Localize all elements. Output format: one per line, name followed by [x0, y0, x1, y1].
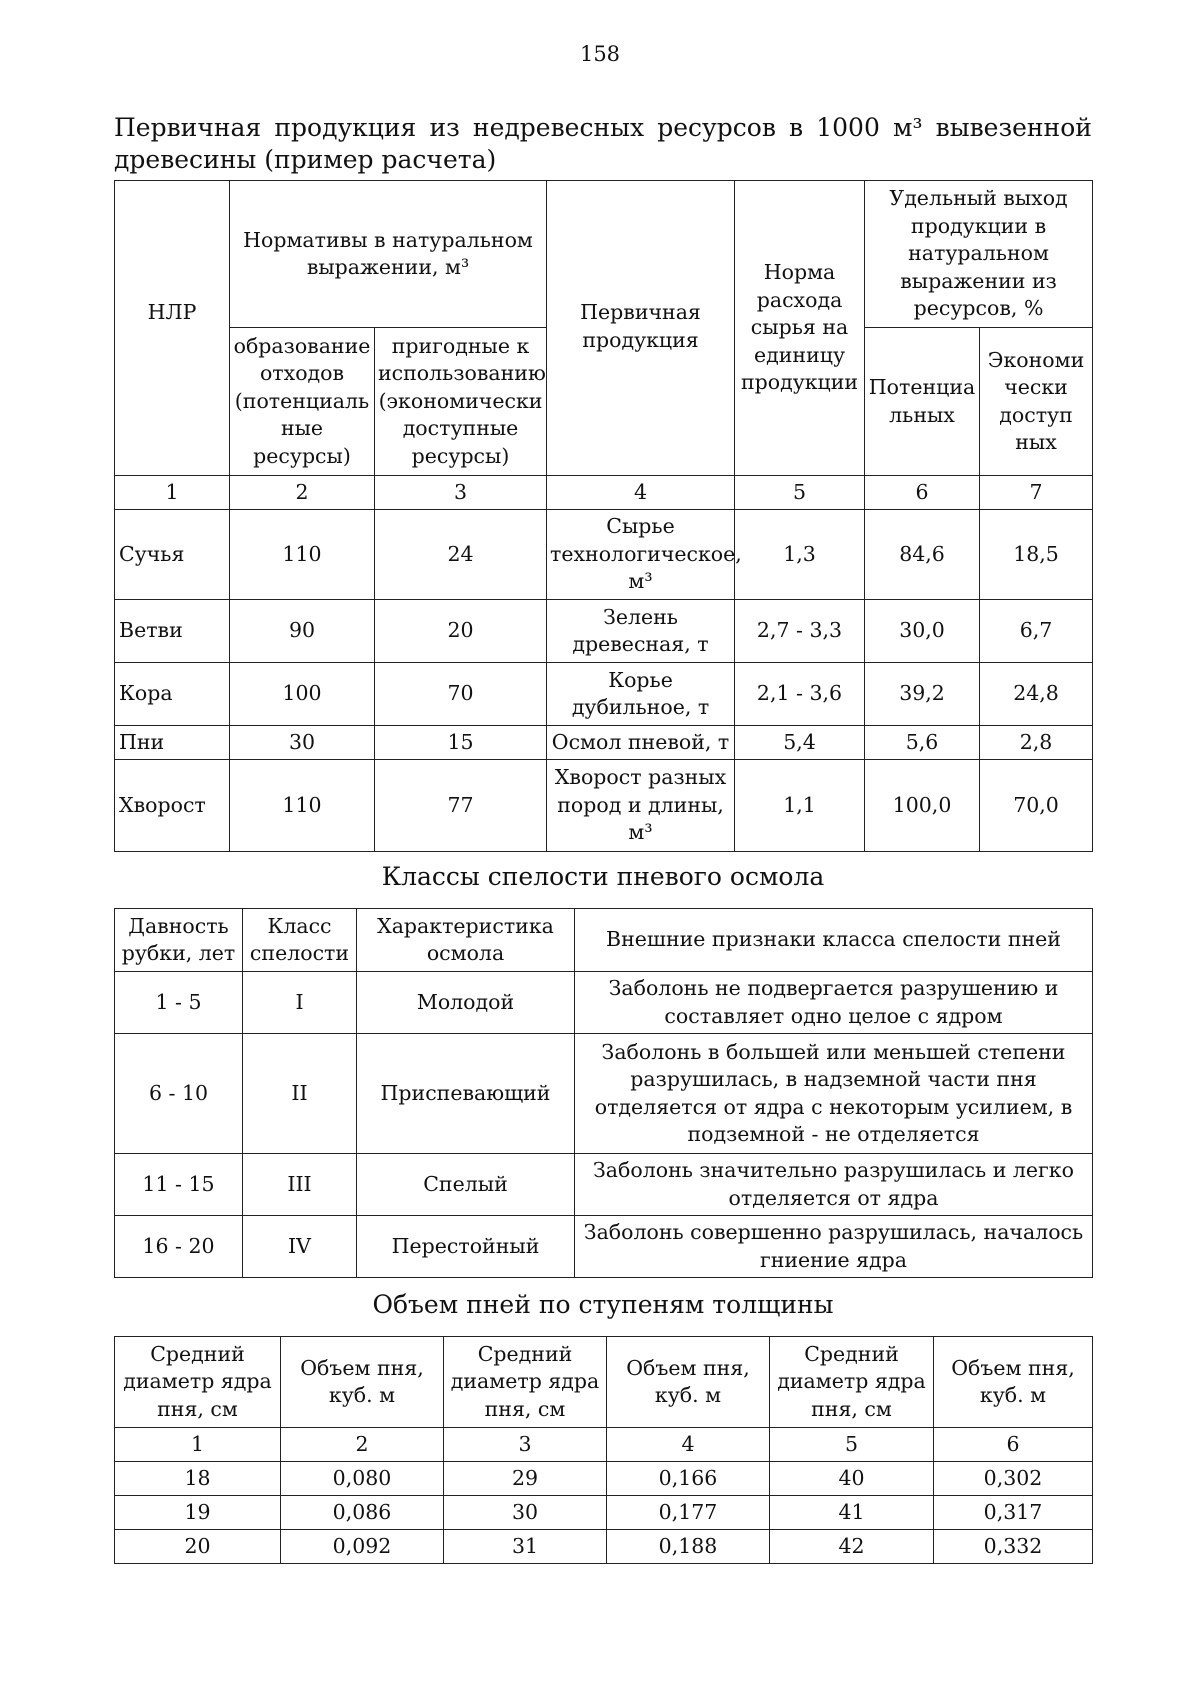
header-character: Характеристика осмола [357, 909, 575, 972]
header-diameter: Средний диаметр ядра пня, см [444, 1337, 607, 1428]
cell-norm: 2,1 - 3,6 [735, 663, 865, 726]
caption-word: продукция [274, 113, 417, 142]
table-row [115, 726, 1093, 760]
cell-signs: Заболонь значительно разрушилась и легко отделяется от ядра [575, 1154, 1093, 1216]
cell-economic: 18,5 [980, 510, 1093, 600]
cell-economic: 70,0 [980, 760, 1093, 852]
cell-diameter: 31 [444, 1530, 607, 1564]
stump-volume-table [114, 1336, 1093, 1564]
cell-waste: 110 [230, 510, 375, 600]
column-number: 4 [607, 1428, 770, 1462]
cell-signs: Заболонь совершенно разрушилась, началось гниение ядра [575, 1216, 1093, 1278]
table-row [115, 972, 1093, 1034]
cell-age: 1 - 5 [115, 972, 243, 1034]
cell-character: Перестойный [357, 1216, 575, 1278]
cell-diameter: 41 [770, 1496, 934, 1530]
cell-waste: 90 [230, 600, 375, 663]
cell-class: III [243, 1154, 357, 1216]
stump-volume-title: Объем пней по ступеням толщины [372, 1290, 834, 1319]
cell-potential: 100,0 [865, 760, 980, 852]
table-row [115, 760, 1093, 852]
cell-usable: 15 [375, 726, 547, 760]
cell-volume: 0,302 [934, 1462, 1093, 1496]
header-primary-product: Первичная продукция [547, 181, 735, 476]
header-volume: Объем пня, куб. м [607, 1337, 770, 1428]
cell-waste: 30 [230, 726, 375, 760]
cell-nlr: Кора [115, 663, 230, 726]
cell-potential: 30,0 [865, 600, 980, 663]
cell-product: Осмол пневой, т [547, 726, 735, 760]
column-number: 5 [735, 476, 865, 510]
header-usable: пригодные к использованию (экономически доступные ресурсы) [375, 328, 547, 476]
table1-caption [114, 112, 1092, 176]
cell-age: 11 - 15 [115, 1154, 243, 1216]
caption-word: м³ [893, 113, 923, 142]
table-row [115, 600, 1093, 663]
cell-volume: 0,166 [607, 1462, 770, 1496]
cell-product: Хворост разных пород и длины, м³ [547, 760, 735, 852]
header-norm-rate: Норма расхода сырья на единицу продукции [735, 181, 865, 476]
header-economic: Экономи чески доступ ных [980, 328, 1093, 476]
cell-diameter: 40 [770, 1462, 934, 1496]
caption-line-2: древесины (пример расчета) [114, 145, 497, 174]
caption-word: вывезенной [935, 113, 1092, 142]
column-number: 1 [115, 1428, 281, 1462]
cell-volume: 0,332 [934, 1530, 1093, 1564]
cell-age: 6 - 10 [115, 1034, 243, 1154]
column-number: 6 [865, 476, 980, 510]
cell-signs: Заболонь в большей или меньшей степени разрушилась, в надземной части пня отделяется от ядра с некоторым усилием, в подземной - не отделяется [575, 1034, 1093, 1154]
column-number: 2 [281, 1428, 444, 1462]
cell-product: Зелень древесная, т [547, 600, 735, 663]
cell-usable: 77 [375, 760, 547, 852]
table-row [115, 1034, 1093, 1154]
cell-age: 16 - 20 [115, 1216, 243, 1278]
cell-diameter: 29 [444, 1462, 607, 1496]
cell-volume: 0,177 [607, 1496, 770, 1530]
header-signs: Внешние признаки класса спелости пней [575, 909, 1093, 972]
header-potential: Потенциа льных [865, 328, 980, 476]
cell-norm: 5,4 [735, 726, 865, 760]
cell-diameter: 18 [115, 1462, 281, 1496]
cell-nlr: Пни [115, 726, 230, 760]
cell-usable: 70 [375, 663, 547, 726]
header-age: Давность рубки, лет [115, 909, 243, 972]
cell-nlr: Сучья [115, 510, 230, 600]
column-number: 6 [934, 1428, 1093, 1462]
header-nlr: НЛР [115, 181, 230, 476]
table-row [115, 1154, 1093, 1216]
cell-waste: 110 [230, 760, 375, 852]
cell-economic: 2,8 [980, 726, 1093, 760]
header-yield-group: Удельный выход продукции в натуральном выражении из ресурсов, % [865, 181, 1093, 328]
header-waste: образование отходов (потенциаль ные ресурсы) [230, 328, 375, 476]
cell-class: I [243, 972, 357, 1034]
cell-norm: 1,1 [735, 760, 865, 852]
cell-signs: Заболонь не подвергается разрушению и составляет одно целое с ядром [575, 972, 1093, 1034]
cell-character: Молодой [357, 972, 575, 1034]
cell-diameter: 19 [115, 1496, 281, 1530]
cell-economic: 24,8 [980, 663, 1093, 726]
caption-word: 1000 [816, 113, 880, 142]
maturity-classes-title: Классы спелости пневого осмола [381, 862, 825, 891]
header-class: Класс спелости [243, 909, 357, 972]
cell-volume: 0,086 [281, 1496, 444, 1530]
cell-economic: 6,7 [980, 600, 1093, 663]
header-volume: Объем пня, куб. м [281, 1337, 444, 1428]
caption-word: ресурсов [657, 113, 776, 142]
cell-class: II [243, 1034, 357, 1154]
cell-diameter: 30 [444, 1496, 607, 1530]
cell-waste: 100 [230, 663, 375, 726]
cell-norm: 1,3 [735, 510, 865, 600]
column-number: 1 [115, 476, 230, 510]
caption-word: недревесных [472, 113, 645, 142]
table-row [115, 1530, 1093, 1564]
non-wood-resources-table [114, 180, 1093, 852]
column-number: 4 [547, 476, 735, 510]
header-norms-group: Нормативы в натуральном выражении, м³ [230, 181, 547, 328]
caption-word: Первичная [114, 113, 262, 142]
maturity-classes-table [114, 908, 1093, 1278]
cell-volume: 0,188 [607, 1530, 770, 1564]
cell-class: IV [243, 1216, 357, 1278]
header-diameter: Средний диаметр ядра пня, см [115, 1337, 281, 1428]
cell-diameter: 42 [770, 1530, 934, 1564]
caption-word: из [429, 113, 460, 142]
column-number: 7 [980, 476, 1093, 510]
cell-character: Спелый [357, 1154, 575, 1216]
table-row [115, 1462, 1093, 1496]
table-row [115, 1496, 1093, 1530]
cell-potential: 84,6 [865, 510, 980, 600]
cell-diameter: 20 [115, 1530, 281, 1564]
table-row [115, 1216, 1093, 1278]
cell-potential: 5,6 [865, 726, 980, 760]
cell-volume: 0,080 [281, 1462, 444, 1496]
caption-line-1 [114, 112, 1092, 144]
page-number: 158 [579, 42, 621, 66]
cell-product: Сырье технологическое, м³ [547, 510, 735, 600]
table-row [115, 663, 1093, 726]
cell-usable: 24 [375, 510, 547, 600]
column-number: 3 [444, 1428, 607, 1462]
cell-volume: 0,092 [281, 1530, 444, 1564]
column-number: 5 [770, 1428, 934, 1462]
column-number: 3 [375, 476, 547, 510]
header-volume: Объем пня, куб. м [934, 1337, 1093, 1428]
cell-usable: 20 [375, 600, 547, 663]
cell-nlr: Ветви [115, 600, 230, 663]
column-number: 2 [230, 476, 375, 510]
table-row [115, 510, 1093, 600]
cell-volume: 0,317 [934, 1496, 1093, 1530]
header-diameter: Средний диаметр ядра пня, см [770, 1337, 934, 1428]
cell-nlr: Хворост [115, 760, 230, 852]
cell-product: Корье дубильное, т [547, 663, 735, 726]
cell-character: Приспевающий [357, 1034, 575, 1154]
cell-potential: 39,2 [865, 663, 980, 726]
cell-norm: 2,7 - 3,3 [735, 600, 865, 663]
caption-word: в [789, 113, 804, 142]
